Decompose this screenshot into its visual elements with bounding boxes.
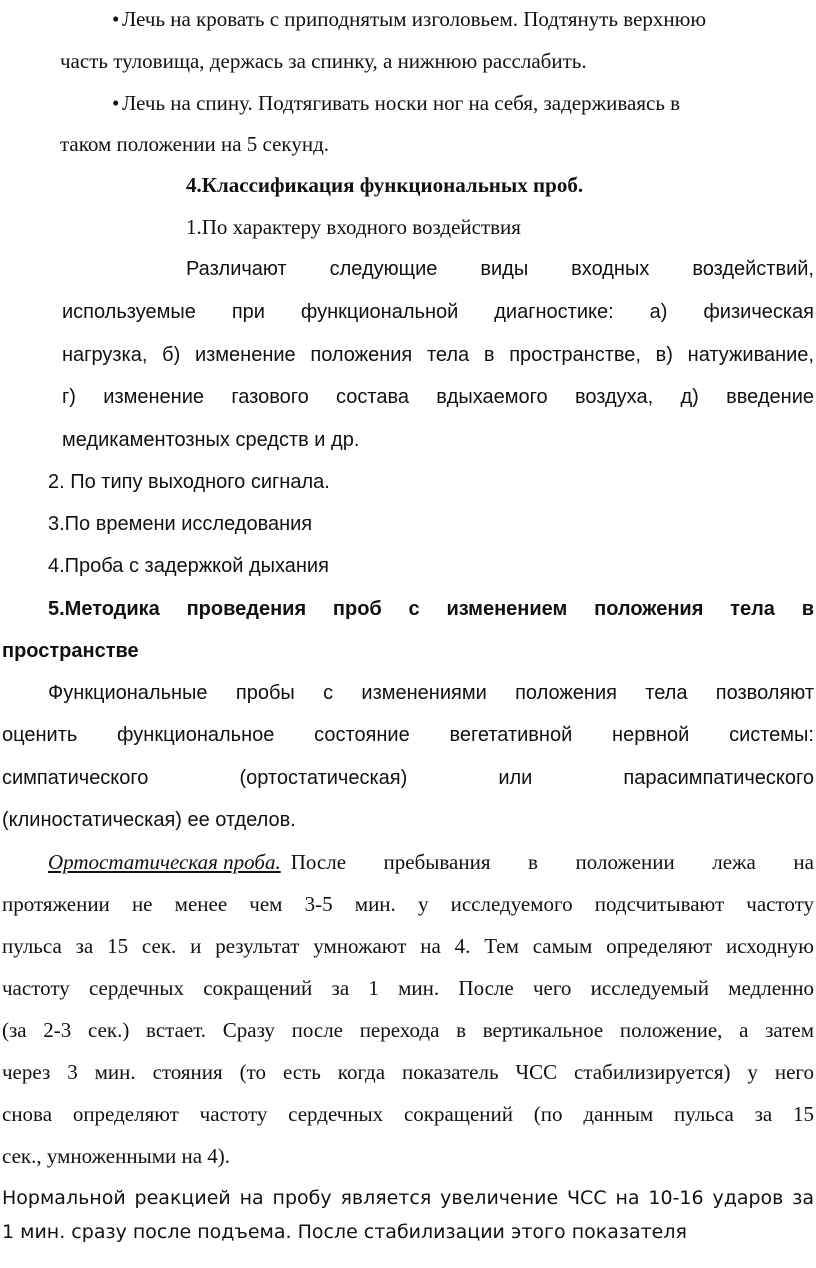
bullet-1-line-2: часть туловища, держась за спинку, а нижнюю расслабить. [60, 49, 587, 73]
para3-line-3: пульса за 15 сек. и результат умножают на 4. Тем самым определяют исходную [2, 934, 814, 958]
para1-line-5: медикаментозных средств и др. [62, 429, 360, 451]
para2-line-3: симпатического (ортостатическая) или парасимпатического [2, 767, 814, 789]
para1-line-2: используемые при функциональной диагностике: а) физическая [62, 301, 814, 323]
section-heading-5-line-2: пространстве [2, 640, 139, 662]
list-item-4: 4.Проба с задержкой дыхания [48, 555, 329, 577]
para3-line-6: через 3 мин. стояния (то есть когда показатель ЧСС стабилизируется) у него [2, 1060, 814, 1084]
para1-line-3: нагрузка, б) изменение положения тела в пространстве, в) натуживание, [62, 344, 814, 366]
para4-line-2: 1 мин. сразу после подъема. После стабилизации этого показателя [2, 1221, 687, 1243]
list-item-1: 1.По характеру входного воздействия [186, 215, 521, 239]
para2-line-1: Функциональные пробы с изменениями положения тела позволяют [48, 682, 814, 704]
bullet-1-text: • Лечь на кровать с приподнятым изголовьем. Подтянуть верхнюю [112, 7, 707, 31]
section-heading-5-line-1: 5.Методика проведения проб с изменением положения тела в [48, 598, 814, 620]
list-item-3: 3.По времени исследования [48, 513, 313, 535]
bullet-1-line-1 [112, 6, 814, 32]
para3-line-1 [48, 849, 814, 875]
para4-line-1: Нормальной реакцией на пробу является увеличение ЧСС на 10-16 ударов за [2, 1187, 814, 1209]
ortho-test-title: Ортостатическая проба. [48, 850, 281, 874]
section-heading-4: 4.Классификация функциональных проб. [186, 173, 584, 197]
para3-line-8: сек., умноженными на 4). [2, 1144, 231, 1168]
bullet-2-line-1: • Лечь на спину. Подтягивать носки ног на себя, задерживаясь в [112, 91, 681, 115]
para3-line-5: (за 2-3 сек.) встает. Сразу после перехода в вертикальное положение, а затем [2, 1018, 814, 1042]
bullet-2-line-2: таком положении на 5 секунд. [60, 132, 330, 156]
para1-line-4: г) изменение газового состава вдыхаемого воздуха, д) введение [62, 386, 814, 408]
para3-line-1-rest: После пребывания в положении лежа на [290, 850, 814, 874]
para3-line-2: протяжении не менее чем 3-5 мин. у исследуемого подсчитывают частоту [2, 892, 814, 916]
para3-line-7: снова определяют частоту сердечных сокращений (по данным пульса за 15 [2, 1102, 814, 1126]
para3-line-4: частоту сердечных сокращений за 1 мин. После чего исследуемый медленно [2, 976, 814, 1000]
bullet-dot-icon: • [112, 91, 120, 115]
bullet-dot-icon: • [112, 7, 120, 31]
para2-line-2: оценить функциональное состояние вегетативной нервной системы: [2, 724, 814, 746]
para1-line-1: Различают следующие виды входных воздействий, [186, 258, 814, 280]
para2-line-4: (клиностатическая) ее отделов. [2, 809, 296, 831]
list-item-2: 2. По типу выходного сигнала. [48, 471, 330, 493]
